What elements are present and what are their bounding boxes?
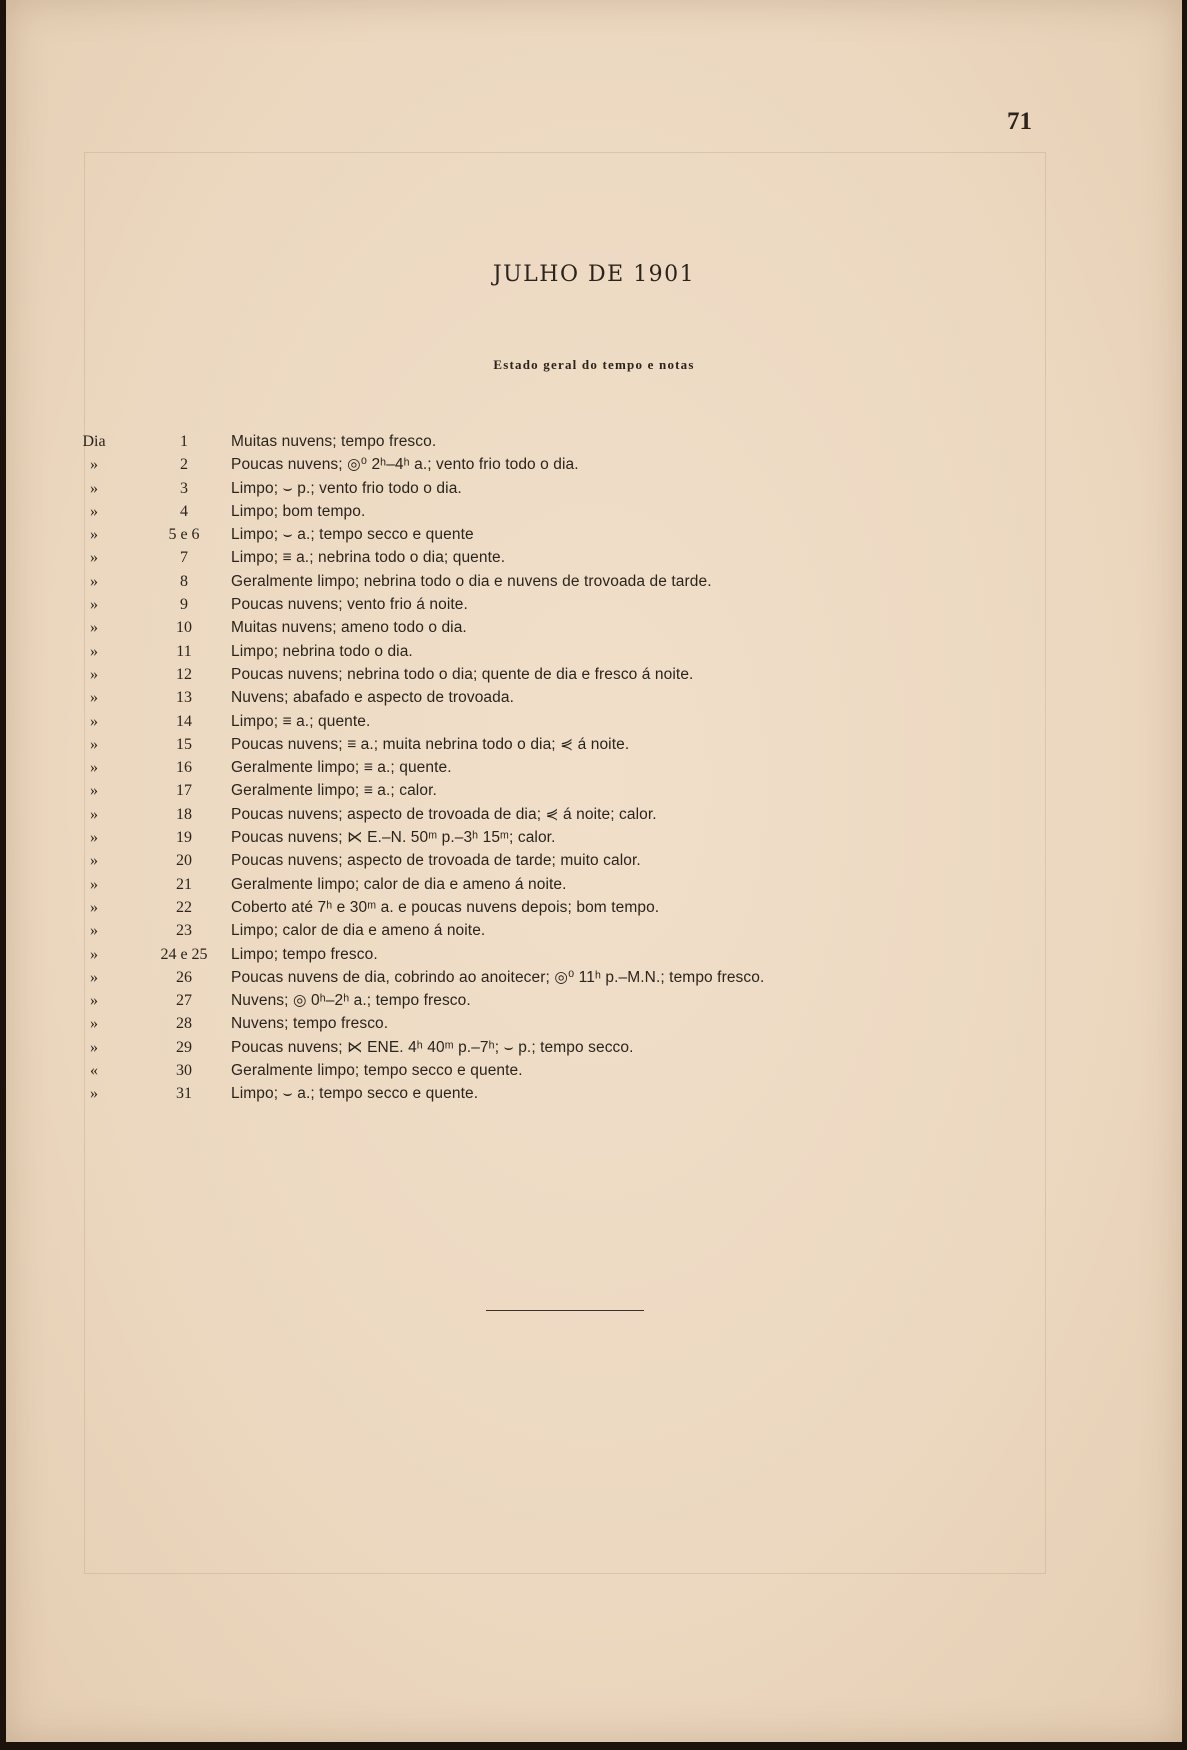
entry-mark: » (90, 456, 98, 474)
list-item (6, 943, 1006, 966)
entry-mark: » (90, 1085, 98, 1103)
entry-note: Limpo; bom tempo. (231, 502, 366, 520)
entry-day: 15 (176, 735, 192, 753)
entry-day: 21 (176, 875, 192, 893)
entry-mark: » (90, 735, 98, 753)
entry-mark: » (90, 549, 98, 567)
entry-day: 16 (176, 759, 192, 777)
entry-note: Poucas nuvens; ⋉ E.–N. 50ᵐ p.–3ʰ 15ᵐ; calor. (231, 829, 556, 847)
list-item (6, 523, 1006, 546)
list-item (6, 663, 1006, 686)
entry-day: 23 (176, 922, 192, 940)
list-item (6, 779, 1006, 802)
entry-day: 10 (176, 619, 192, 637)
entry-mark: » (90, 805, 98, 823)
list-item (6, 593, 1006, 616)
entry-mark: » (90, 479, 98, 497)
list-item (6, 849, 1006, 872)
entry-day: 27 (176, 992, 192, 1010)
entry-mark: » (90, 665, 98, 683)
entry-day: 1 (180, 433, 188, 450)
entry-note: Poucas nuvens; vento frio á noite. (231, 596, 468, 614)
entry-note: Poucas nuvens; ≡ a.; muita nebrina todo o dia; ⋞ á noite. (231, 735, 630, 753)
entry-mark: » (90, 596, 98, 614)
entry-note: Muitas nuvens; ameno todo o dia. (231, 619, 467, 637)
list-item (6, 1059, 1006, 1082)
list-item (6, 1012, 1006, 1035)
entry-day: 30 (176, 1062, 192, 1080)
entry-day: 28 (176, 1015, 192, 1033)
entry-day: 26 (176, 968, 192, 986)
list-item (6, 570, 1006, 593)
entry-note: Poucas nuvens; aspecto de trovoada de tarde; muito calor. (231, 852, 641, 870)
entry-day: 11 (176, 642, 192, 660)
entry-mark: » (90, 922, 98, 940)
list-item (6, 733, 1006, 756)
list-item (6, 803, 1006, 826)
entry-mark: » (90, 992, 98, 1010)
entry-day: 29 (176, 1038, 192, 1056)
entry-note: Limpo; ⌣ a.; tempo secco e quente (231, 526, 474, 544)
entry-mark: » (90, 689, 98, 707)
entry-note: Geralmente limpo; nebrina todo o dia e nuvens de trovoada de tarde. (231, 572, 712, 590)
page-title: JULHO DE 1901 (492, 262, 696, 287)
entry-mark: » (90, 782, 98, 800)
entry-day: 22 (176, 898, 192, 916)
entry-day: 3 (180, 479, 188, 497)
entry-mark: » (90, 619, 98, 637)
list-item (6, 989, 1006, 1012)
entry-day: 18 (176, 805, 192, 823)
entry-mark: » (90, 898, 98, 916)
entry-day: 19 (176, 829, 192, 847)
entry-note: Poucas nuvens; aspecto de trovoada de dia; ⋞ á noite; calor. (231, 805, 657, 823)
entry-note: Nuvens; ◎ 0ʰ–2ʰ a.; tempo fresco. (231, 992, 471, 1010)
closing-rule (486, 1310, 644, 1311)
list-item (6, 453, 1006, 476)
entry-note: Poucas nuvens; ⋉ ENE. 4ʰ 40ᵐ p.–7ʰ; ⌣ p.; tempo secco. (231, 1038, 634, 1056)
entry-day: 12 (176, 665, 192, 683)
entry-note: Limpo; calor de dia e ameno á noite. (231, 922, 486, 940)
entry-mark: » (90, 968, 98, 986)
entry-note: Geralmente limpo; calor de dia e ameno á noite. (231, 875, 567, 893)
entry-mark: » (90, 712, 98, 730)
entry-day: 24 e 25 (160, 945, 208, 963)
entry-note: Limpo; ≡ a.; nebrina todo o dia; quente. (231, 549, 506, 567)
entry-note: Poucas nuvens; ◎⁰ 2ʰ–4ʰ a.; vento frio todo o dia. (231, 456, 579, 474)
list-item (6, 966, 1006, 989)
list-item (6, 546, 1006, 569)
entry-mark: » (90, 1015, 98, 1033)
entry-note: Limpo; ⌣ a.; tempo secco e quente. (231, 1085, 479, 1103)
entry-day: 2 (180, 456, 188, 474)
entry-note: Coberto até 7ʰ e 30ᵐ a. e poucas nuvens depois; bom tempo. (231, 898, 660, 916)
document-page (6, 0, 1182, 1742)
entry-note: Limpo; ⌣ p.; vento frio todo o dia. (231, 479, 462, 497)
entry-day: 17 (176, 782, 192, 800)
entry-note: Poucas nuvens; nebrina todo o dia; quente de dia e fresco á noite. (231, 665, 694, 683)
entry-note: Muitas nuvens; tempo fresco. (231, 433, 437, 450)
entry-note: Nuvens; tempo fresco. (231, 1015, 389, 1033)
entry-mark: » (90, 852, 98, 870)
list-item (6, 756, 1006, 779)
entry-note: Geralmente limpo; tempo secco e quente. (231, 1062, 523, 1080)
entry-mark: » (90, 502, 98, 520)
list-item (6, 1082, 1006, 1105)
entry-day: 5 e 6 (168, 526, 200, 544)
entry-mark: » (90, 829, 98, 847)
entry-day: 13 (176, 689, 192, 707)
weather-entries-list (6, 430, 1006, 1106)
entry-mark: » (90, 945, 98, 963)
list-item (6, 430, 1006, 453)
entry-day: 8 (180, 572, 188, 590)
entry-note: Nuvens; abafado e aspecto de trovoada. (231, 689, 514, 707)
list-item (6, 616, 1006, 639)
section-subtitle: Estado geral do tempo e notas (493, 357, 695, 372)
list-item (6, 710, 1006, 733)
entry-note: Limpo; tempo fresco. (231, 945, 378, 963)
list-item (6, 826, 1006, 849)
list-item (6, 1036, 1006, 1059)
entry-mark: » (90, 572, 98, 590)
entry-mark: » (90, 526, 98, 544)
entry-day: 14 (176, 712, 192, 730)
entry-mark: « (90, 1062, 98, 1080)
entry-day: 7 (180, 549, 188, 567)
list-item (6, 896, 1006, 919)
entry-day: 20 (176, 852, 192, 870)
entry-mark: » (90, 1038, 98, 1056)
entry-mark: » (90, 642, 98, 660)
entry-mark: » (90, 759, 98, 777)
entry-day: 31 (176, 1085, 192, 1103)
entry-mark: » (90, 875, 98, 893)
entry-day: 4 (180, 502, 188, 520)
list-item (6, 686, 1006, 709)
entry-note: Geralmente limpo; ≡ a.; calor. (231, 782, 437, 800)
list-item (6, 477, 1006, 500)
list-item (6, 500, 1006, 523)
list-item (6, 873, 1006, 896)
entry-note: Poucas nuvens de dia, cobrindo ao anoitecer; ◎⁰ 11ʰ p.–M.N.; tempo fresco. (231, 968, 765, 986)
entry-note: Geralmente limpo; ≡ a.; quente. (231, 759, 452, 777)
entry-mark: Dia (82, 433, 106, 450)
entry-day: 9 (180, 596, 188, 614)
list-item (6, 640, 1006, 663)
entry-note: Limpo; ≡ a.; quente. (231, 712, 371, 730)
list-item (6, 919, 1006, 942)
page-number: 71 (1007, 108, 1032, 135)
entry-note: Limpo; nebrina todo o dia. (231, 642, 413, 660)
